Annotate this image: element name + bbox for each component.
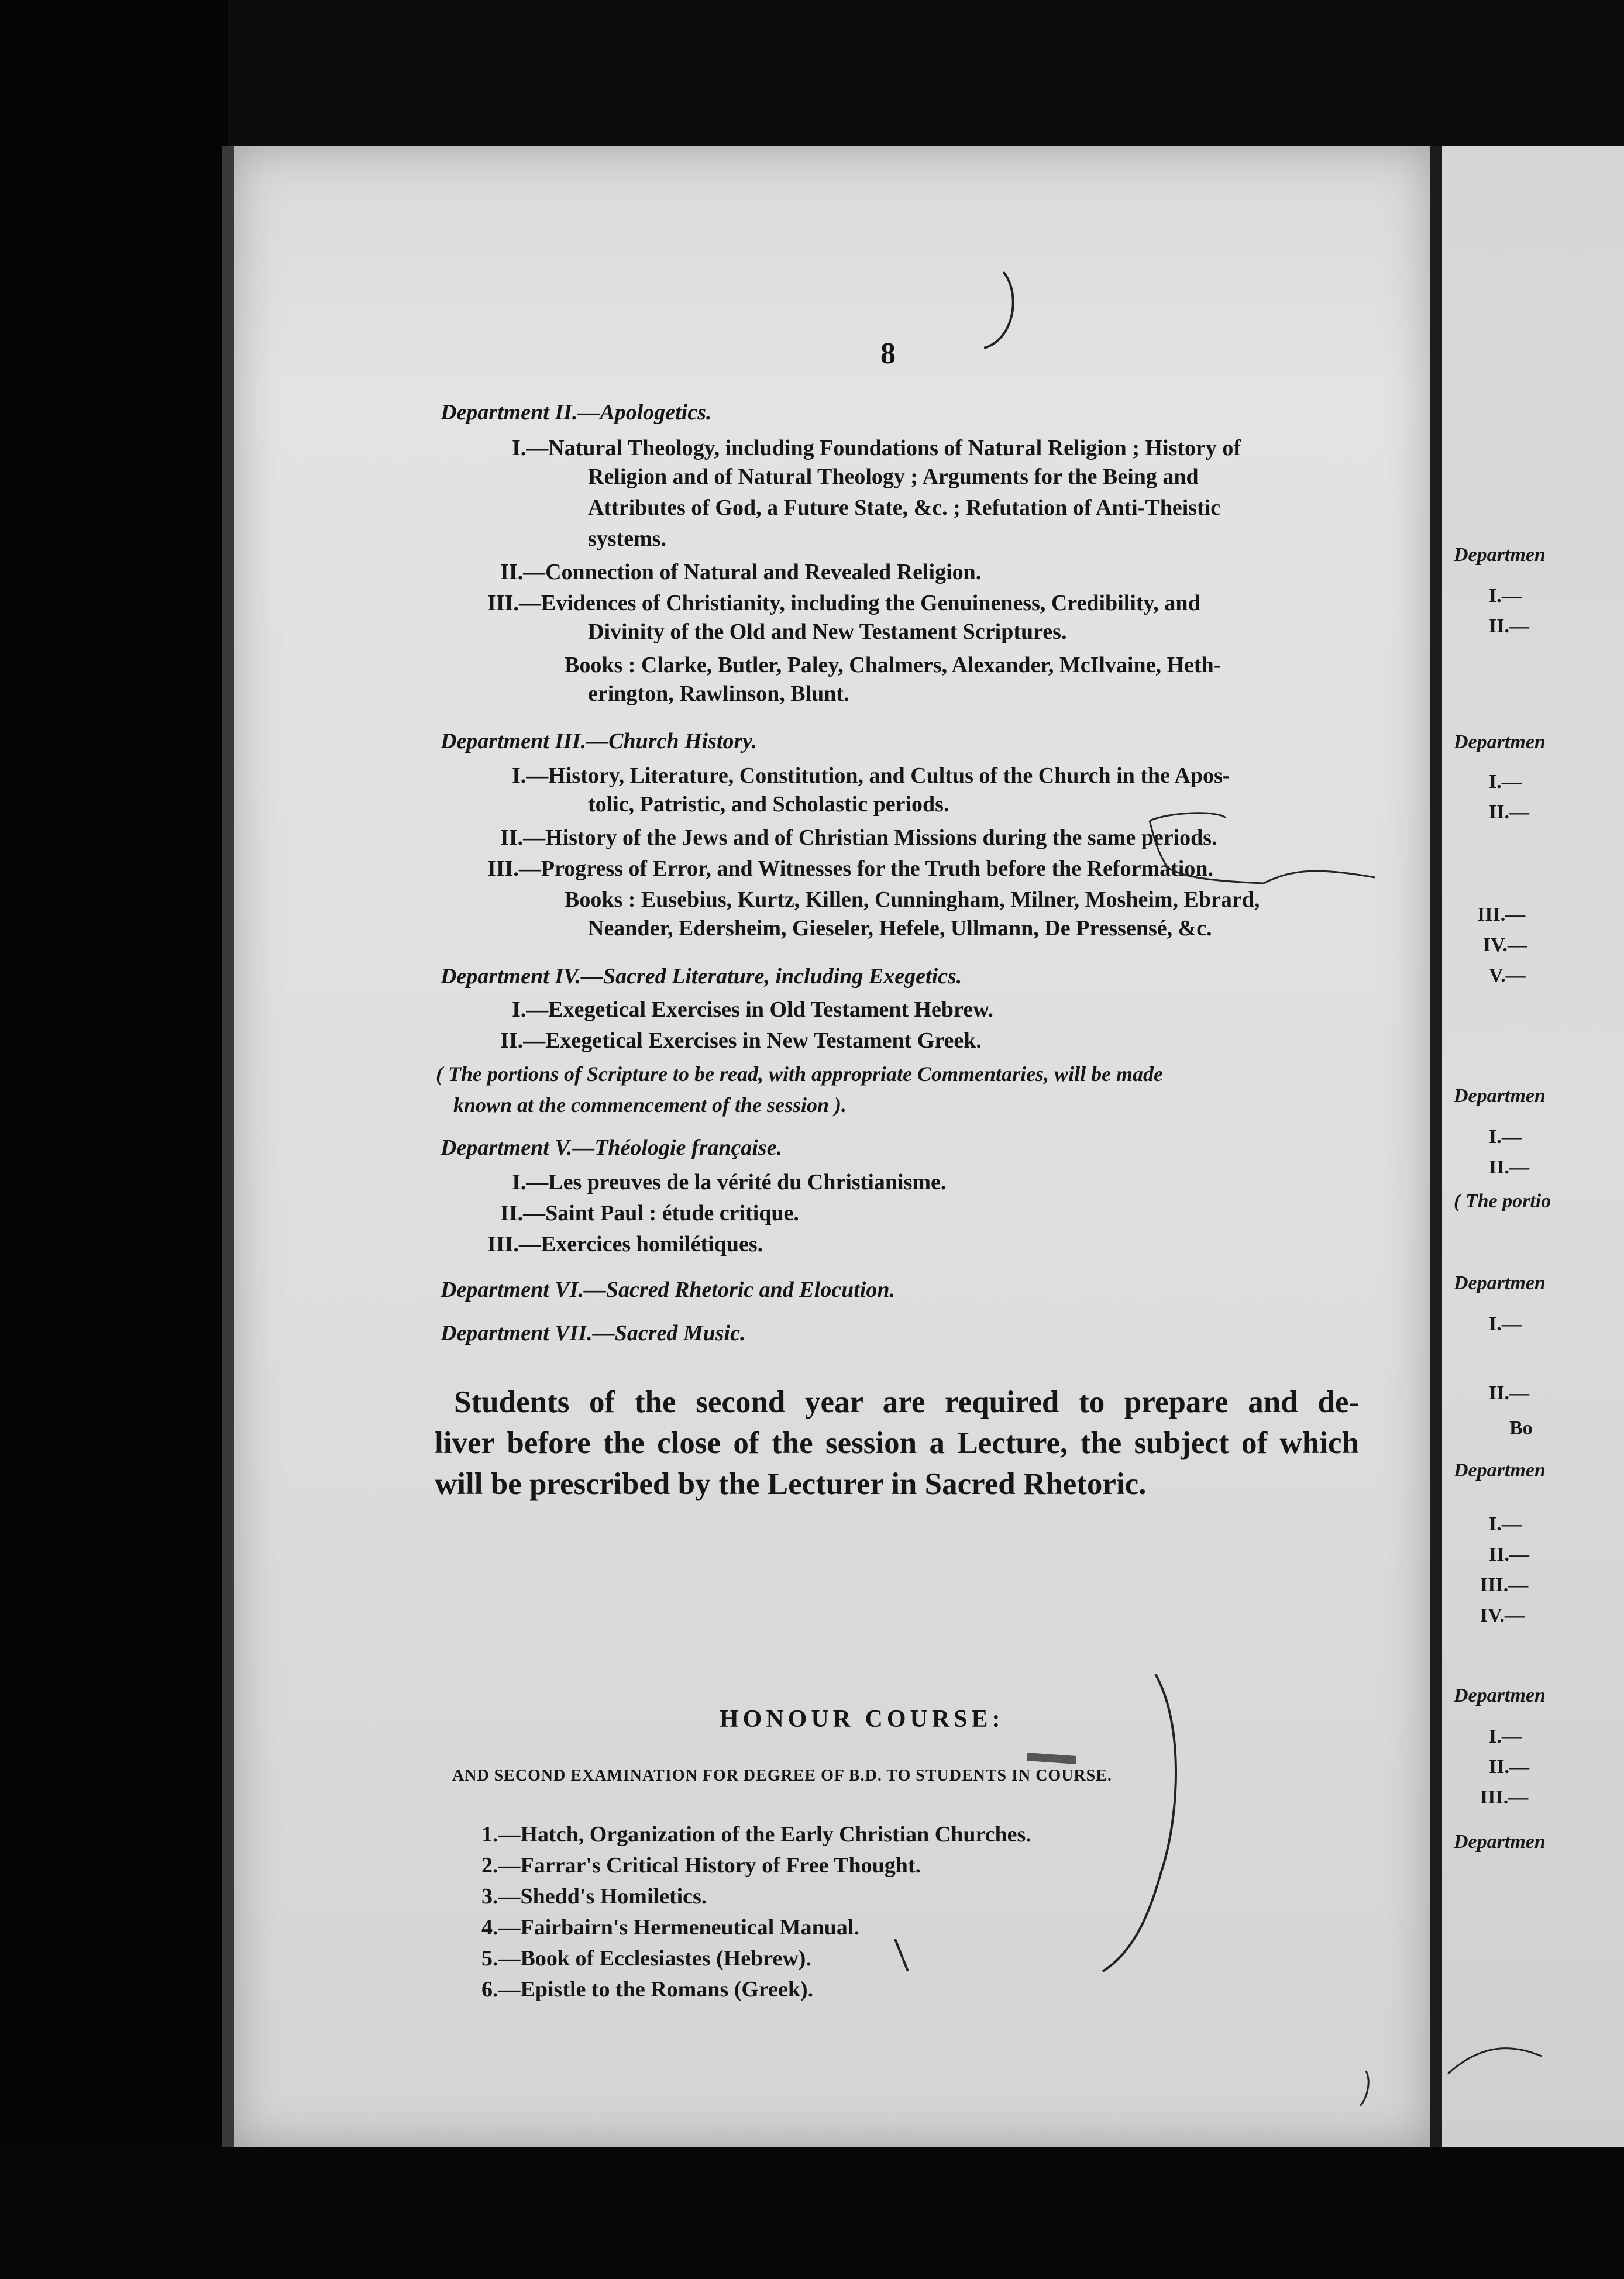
- list-item: 5.—Book of Ecclesiastes (Hebrew).: [481, 1946, 811, 1971]
- item-text: —Les preuves de la vérité du Christianisme.: [526, 1170, 947, 1194]
- item-number: I.: [512, 763, 527, 788]
- dept-2-item-3-line-2: Divinity of the Old and New Testament Scriptures.: [588, 619, 1067, 644]
- item-text: —Natural Theology, including Foundations of Natural Religion ; History of: [526, 436, 1241, 460]
- facing-page-text: IV.—: [1483, 934, 1527, 956]
- facing-page-text: Departmen: [1454, 1459, 1546, 1481]
- item-number: II.: [500, 1028, 524, 1053]
- facing-page-text: I.—: [1489, 585, 1522, 607]
- pencil-annotations: [234, 146, 1430, 2147]
- book-page: [234, 146, 1430, 2147]
- item-text: —Connection of Natural and Revealed Religion.: [523, 560, 982, 584]
- bracket-mark-top: [984, 272, 1013, 348]
- item-text: —Saint Paul : étude critique.: [523, 1201, 799, 1225]
- facing-page-text: Departmen: [1454, 544, 1546, 566]
- scan-dark-bottom: [0, 2147, 1624, 2279]
- dept-3-books-line-1: Books : Eusebius, Kurtz, Killen, Cunningham, Milner, Mosheim, Ebrard,: [565, 887, 1260, 912]
- dept-4-note-line-1: ( The portions of Scripture to be read, with appropriate Commentaries, will be made: [436, 1062, 1164, 1086]
- list-item: 2.—Farrar's Critical History of Free Thought.: [481, 1853, 921, 1878]
- dept-2-item-1-line-4: systems.: [588, 526, 667, 551]
- facing-page-text: IV.—: [1480, 1605, 1525, 1626]
- facing-page-text: Departmen: [1454, 1831, 1546, 1853]
- item-text: —Exercices homilétiques.: [518, 1232, 763, 1256]
- facing-page-text: Departmen: [1454, 1685, 1546, 1706]
- list-item: 1.—Hatch, Organization of the Early Christian Churches.: [481, 1822, 1031, 1847]
- smudge-mark: [1027, 1753, 1076, 1764]
- facing-page-text: I.—: [1489, 1126, 1522, 1148]
- students-paragraph-line-3: will be prescribed by the Lecturer in Sacred Rhetoric.: [435, 1467, 1147, 1501]
- book-spine: [1430, 146, 1442, 2158]
- dept-4-heading: Department IV.—Sacred Literature, including Exegetics.: [441, 964, 962, 989]
- facing-page-text: Bo: [1509, 1417, 1533, 1439]
- honour-course-title: HONOUR COURSE:: [720, 1706, 1004, 1733]
- facing-page-text: I.—: [1489, 1313, 1522, 1335]
- facing-page-text: III.—: [1477, 904, 1526, 925]
- item-number: I.: [512, 997, 527, 1022]
- bracket-mark-honour: [1103, 1674, 1176, 1971]
- pointer-mark-reformation: [1164, 866, 1375, 883]
- dept-3-books-line-2: Neander, Edersheim, Gieseler, Hefele, Ullmann, De Pressensé, &c.: [588, 916, 1212, 941]
- item-number: III.: [487, 1232, 519, 1256]
- facing-page: [1442, 146, 1624, 2147]
- dept-2-item-1-line-2: Religion and of Natural Theology ; Arguments for the Being and: [588, 464, 1199, 489]
- facing-page-text: I.—: [1489, 1726, 1522, 1747]
- facing-page-text: II.—: [1489, 615, 1529, 637]
- dept-3-item-1-line-2: tolic, Patristic, and Scholastic periods.: [588, 792, 949, 817]
- item-text: —Progress of Error, and Witnesses for the Truth before the Reformation.: [518, 856, 1213, 881]
- facing-page-text: II.—: [1489, 801, 1529, 823]
- item-text: —Evidences of Christianity, including the Genuineness, Credibility, and: [518, 591, 1200, 615]
- circle-mark-same-periods: [1150, 813, 1226, 867]
- dept-2-books-line-2: erington, Rawlinson, Blunt.: [588, 681, 849, 706]
- item-number: II.: [500, 560, 524, 584]
- facing-page-text: I.—: [1489, 771, 1522, 793]
- facing-page-text: II.—: [1489, 1756, 1529, 1778]
- facing-page-text: II.—: [1489, 1544, 1529, 1565]
- honour-course-subtitle: AND SECOND EXAMINATION FOR DEGREE OF B.D. TO STUDENTS IN COURSE.: [452, 1767, 1112, 1785]
- dept-3-heading: Department III.—Church History.: [441, 729, 758, 753]
- list-item: 6.—Epistle to the Romans (Greek).: [481, 1977, 814, 2002]
- facing-page-text: III.—: [1480, 1574, 1529, 1596]
- tick-mark-corner: [1360, 2071, 1368, 2106]
- scan-dark-margin: [0, 0, 228, 2279]
- item-text: —History, Literature, Constitution, and Cultus of the Church in the Apos-: [526, 763, 1230, 788]
- list-item: 3.—Shedd's Homiletics.: [481, 1884, 707, 1909]
- item-number: II.: [500, 825, 524, 850]
- students-paragraph-line-2: liver before the close of the session a Lecture, the subject of which: [435, 1426, 1359, 1460]
- item-text: —History of the Jews and of Christian Missions during the same periods.: [523, 825, 1217, 850]
- facing-page-text: I.—: [1489, 1513, 1522, 1535]
- dept-2-books-line-1: Books : Clarke, Butler, Paley, Chalmers, Alexander, McIlvaine, Heth-: [565, 653, 1222, 677]
- item-number: I.: [512, 1170, 527, 1194]
- facing-page-text: ( The portio: [1454, 1190, 1551, 1212]
- facing-page-text: Departmen: [1454, 1085, 1546, 1107]
- dept-5-heading: Department V.—Théologie française.: [441, 1135, 783, 1160]
- facing-page-text: II.—: [1489, 1382, 1529, 1404]
- item-number: III.: [487, 856, 519, 881]
- item-text: —Exegetical Exercises in New Testament Greek.: [523, 1028, 982, 1053]
- dept-2-heading: Department II.—Apologetics.: [441, 400, 712, 425]
- facing-page-text: II.—: [1489, 1156, 1529, 1178]
- item-text: —Exegetical Exercises in Old Testament Hebrew.: [526, 997, 993, 1022]
- tick-mark-bottom: [895, 1939, 908, 1971]
- facing-page-text: V.—: [1489, 965, 1526, 986]
- dept-7-heading: Department VII.—Sacred Music.: [441, 1321, 746, 1345]
- list-item: 4.—Fairbairn's Hermeneutical Manual.: [481, 1915, 859, 1940]
- dept-2-item-1-line-3: Attributes of God, a Future State, &c. ; Refutation of Anti-Theistic: [588, 495, 1221, 520]
- dept-6-heading: Department VI.—Sacred Rhetoric and Elocution.: [441, 1278, 895, 1302]
- item-number: III.: [487, 591, 519, 615]
- facing-page-text: Departmen: [1454, 1272, 1546, 1294]
- students-paragraph-line-1: Students of the second year are required to prepare and de-: [454, 1385, 1359, 1419]
- facing-page-text: Departmen: [1454, 731, 1546, 753]
- facing-page-pencil-mark: [1442, 146, 1624, 2147]
- item-number: II.: [500, 1201, 524, 1225]
- page-number: 8: [880, 337, 896, 370]
- facing-page-text: III.—: [1480, 1786, 1529, 1808]
- dept-4-note-line-2: known at the commencement of the session ).: [453, 1093, 847, 1117]
- item-number: I.: [512, 436, 527, 460]
